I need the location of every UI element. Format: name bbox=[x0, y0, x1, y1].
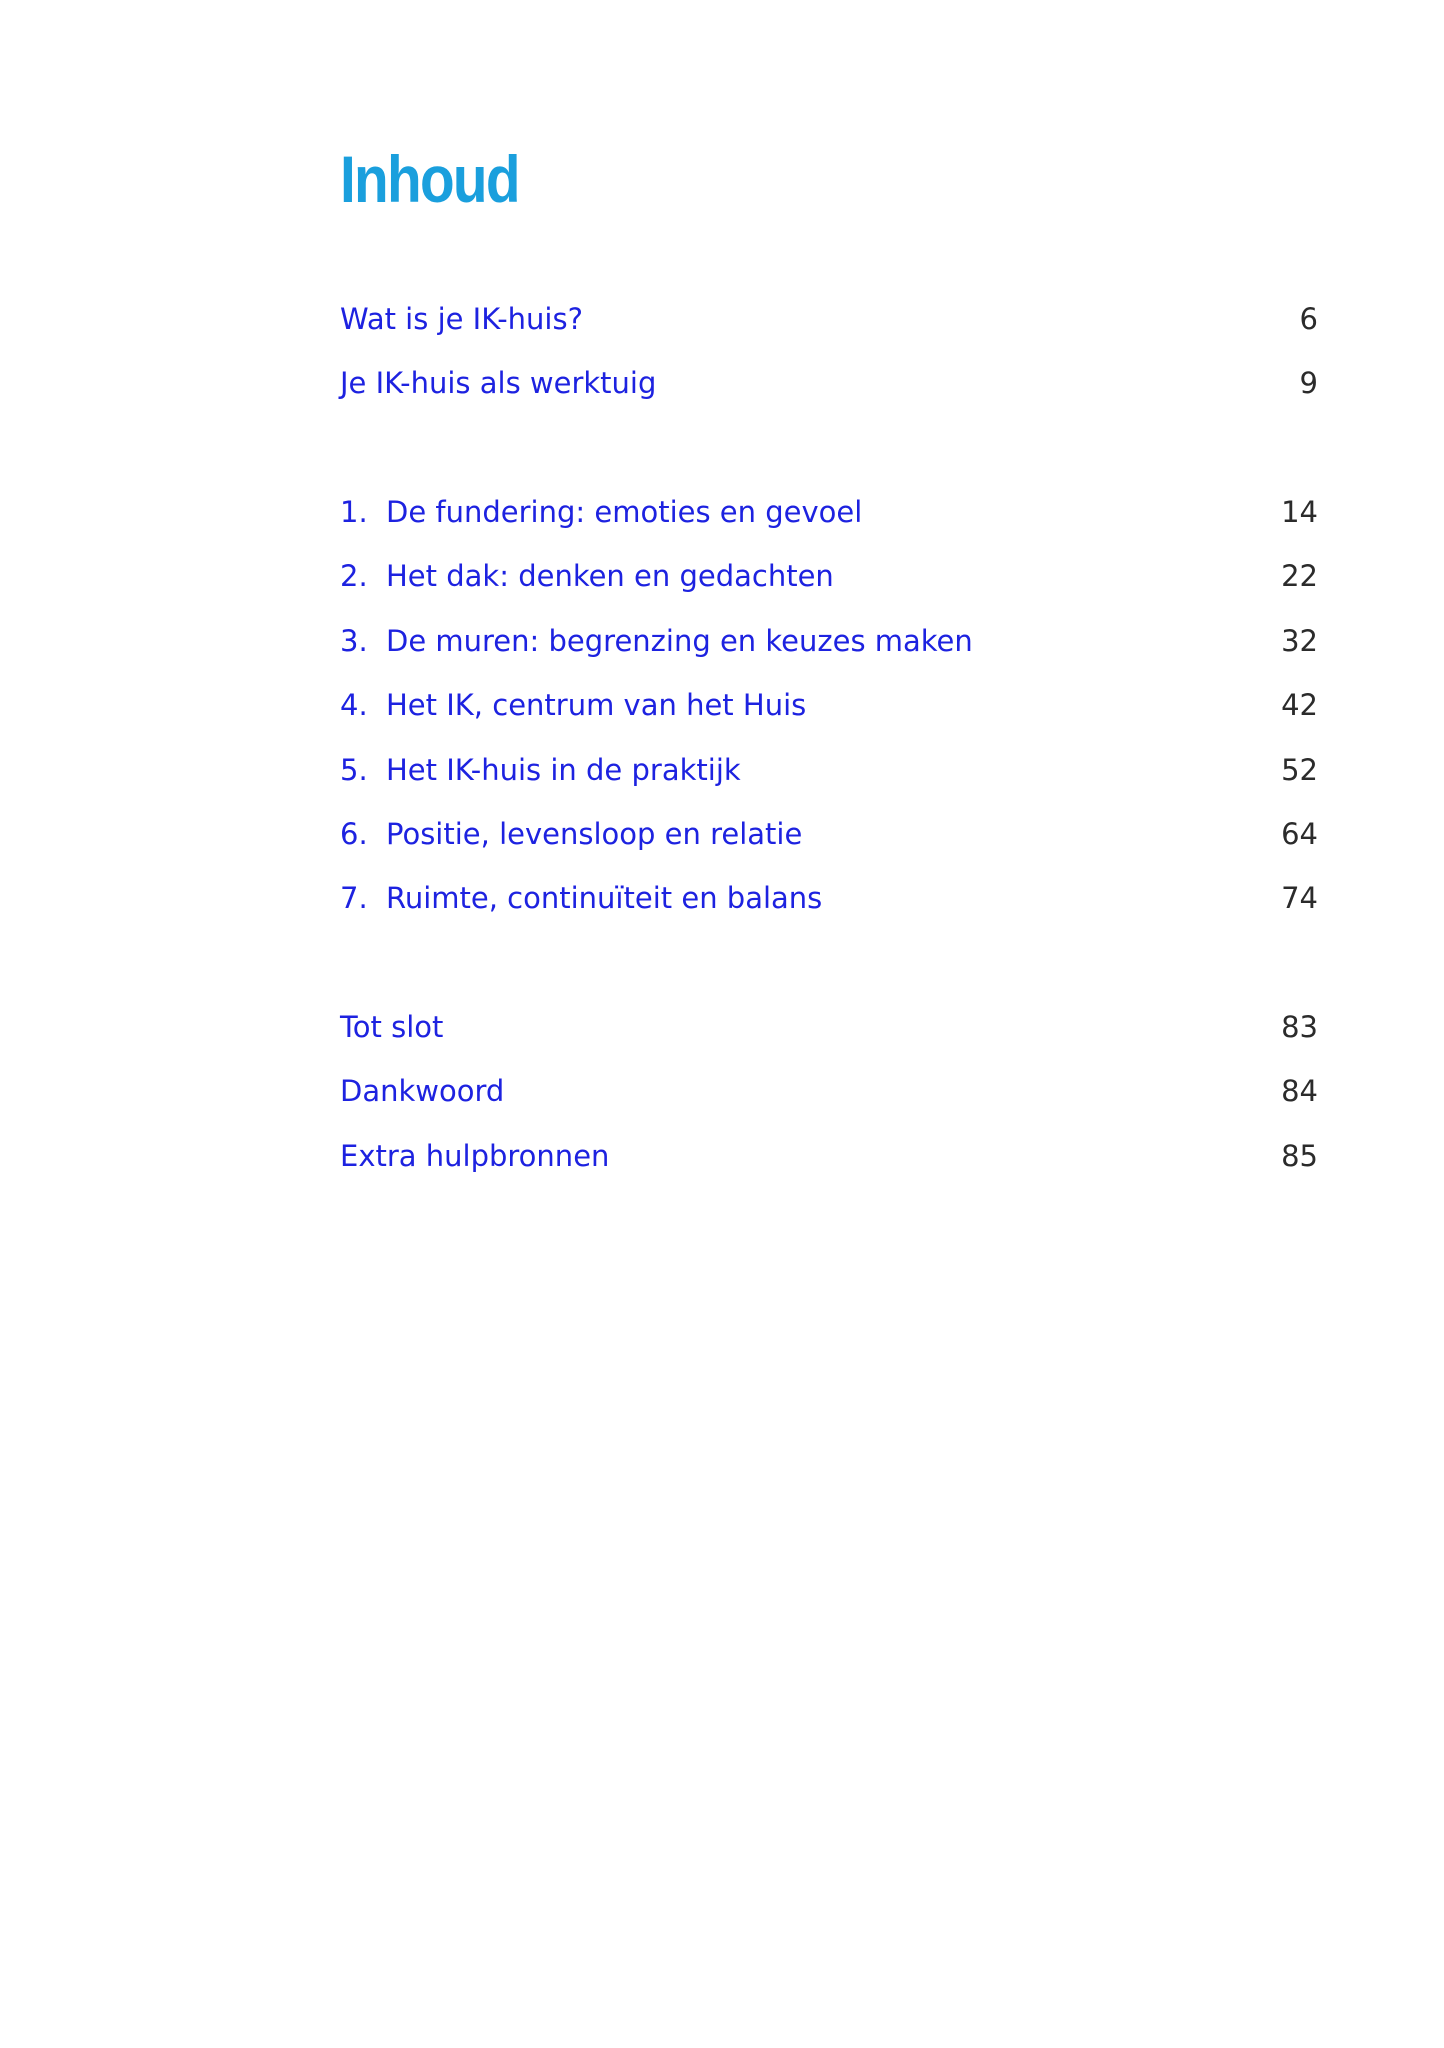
toc-page-number: 32 bbox=[1281, 623, 1318, 658]
toc-page-number: 84 bbox=[1281, 1074, 1318, 1109]
toc-chapter-entry[interactable] bbox=[340, 490, 1318, 554]
toc-entry[interactable] bbox=[340, 1005, 1318, 1069]
toc-page-number: 64 bbox=[1281, 816, 1318, 851]
chapter-number: 6. bbox=[340, 816, 368, 851]
toc-chapter-entry[interactable] bbox=[340, 748, 1318, 812]
toc-entry[interactable] bbox=[340, 1069, 1318, 1133]
toc-entry-label: Extra hulpbronnen bbox=[340, 1138, 610, 1173]
toc-chapters-group bbox=[340, 490, 1318, 941]
toc-entry-label: Wat is je IK-huis? bbox=[340, 302, 583, 336]
toc-entry-label-wrap bbox=[340, 812, 802, 856]
toc-entry-label-wrap bbox=[340, 490, 862, 534]
toc-entry-label-wrap bbox=[340, 554, 834, 598]
toc-page-number: 22 bbox=[1281, 559, 1318, 594]
toc-page-number: 6 bbox=[1299, 302, 1318, 336]
toc-entry-label-wrap bbox=[340, 683, 806, 727]
toc-entry[interactable] bbox=[340, 297, 1318, 361]
toc-entry[interactable] bbox=[340, 1134, 1318, 1198]
chapter-title: De fundering: emoties en gevoel bbox=[386, 495, 863, 529]
toc-chapter-entry[interactable] bbox=[340, 619, 1318, 683]
toc-page-number: 9 bbox=[1299, 366, 1318, 401]
toc-entry-label: Dankwoord bbox=[340, 1074, 505, 1109]
page-title: Inhoud bbox=[340, 142, 519, 216]
chapter-number: 5. bbox=[340, 752, 368, 787]
chapter-title: Het IK, centrum van het Huis bbox=[386, 688, 807, 723]
toc-entry-label-wrap bbox=[340, 748, 741, 792]
toc-entry-label: Tot slot bbox=[340, 1010, 444, 1044]
toc-chapter-entry[interactable] bbox=[340, 683, 1318, 747]
toc-entry-label-wrap bbox=[340, 876, 822, 920]
chapter-title: Het dak: denken en gedachten bbox=[386, 559, 834, 594]
toc-page-number: 85 bbox=[1281, 1138, 1318, 1173]
chapter-number: 7. bbox=[340, 881, 368, 916]
toc-entry-label-wrap bbox=[340, 619, 973, 663]
chapter-number: 3. bbox=[340, 623, 368, 658]
toc-chapter-entry[interactable] bbox=[340, 876, 1318, 940]
toc-intro-group bbox=[340, 297, 1318, 426]
toc-page-number: 42 bbox=[1281, 688, 1318, 723]
toc-page-number: 74 bbox=[1281, 881, 1318, 916]
chapter-title: De muren: begrenzing en keuzes maken bbox=[386, 623, 973, 658]
toc-chapter-entry[interactable] bbox=[340, 554, 1318, 618]
toc-entry-label: Je IK-huis als werktuig bbox=[340, 366, 657, 401]
toc-outro-group bbox=[340, 1005, 1318, 1198]
chapter-title: Het IK-huis in de praktijk bbox=[386, 752, 741, 787]
toc-page-number: 52 bbox=[1281, 752, 1318, 787]
chapter-number: 4. bbox=[340, 688, 368, 723]
toc-entry[interactable] bbox=[340, 361, 1318, 425]
chapter-number: 1. bbox=[340, 495, 368, 529]
toc-page-number: 14 bbox=[1281, 495, 1318, 529]
chapter-number: 2. bbox=[340, 559, 368, 594]
toc-page-number: 83 bbox=[1281, 1010, 1318, 1044]
chapter-title: Ruimte, continuïteit en balans bbox=[386, 881, 823, 916]
chapter-title: Positie, levensloop en relatie bbox=[386, 816, 803, 851]
toc-chapter-entry[interactable] bbox=[340, 812, 1318, 876]
